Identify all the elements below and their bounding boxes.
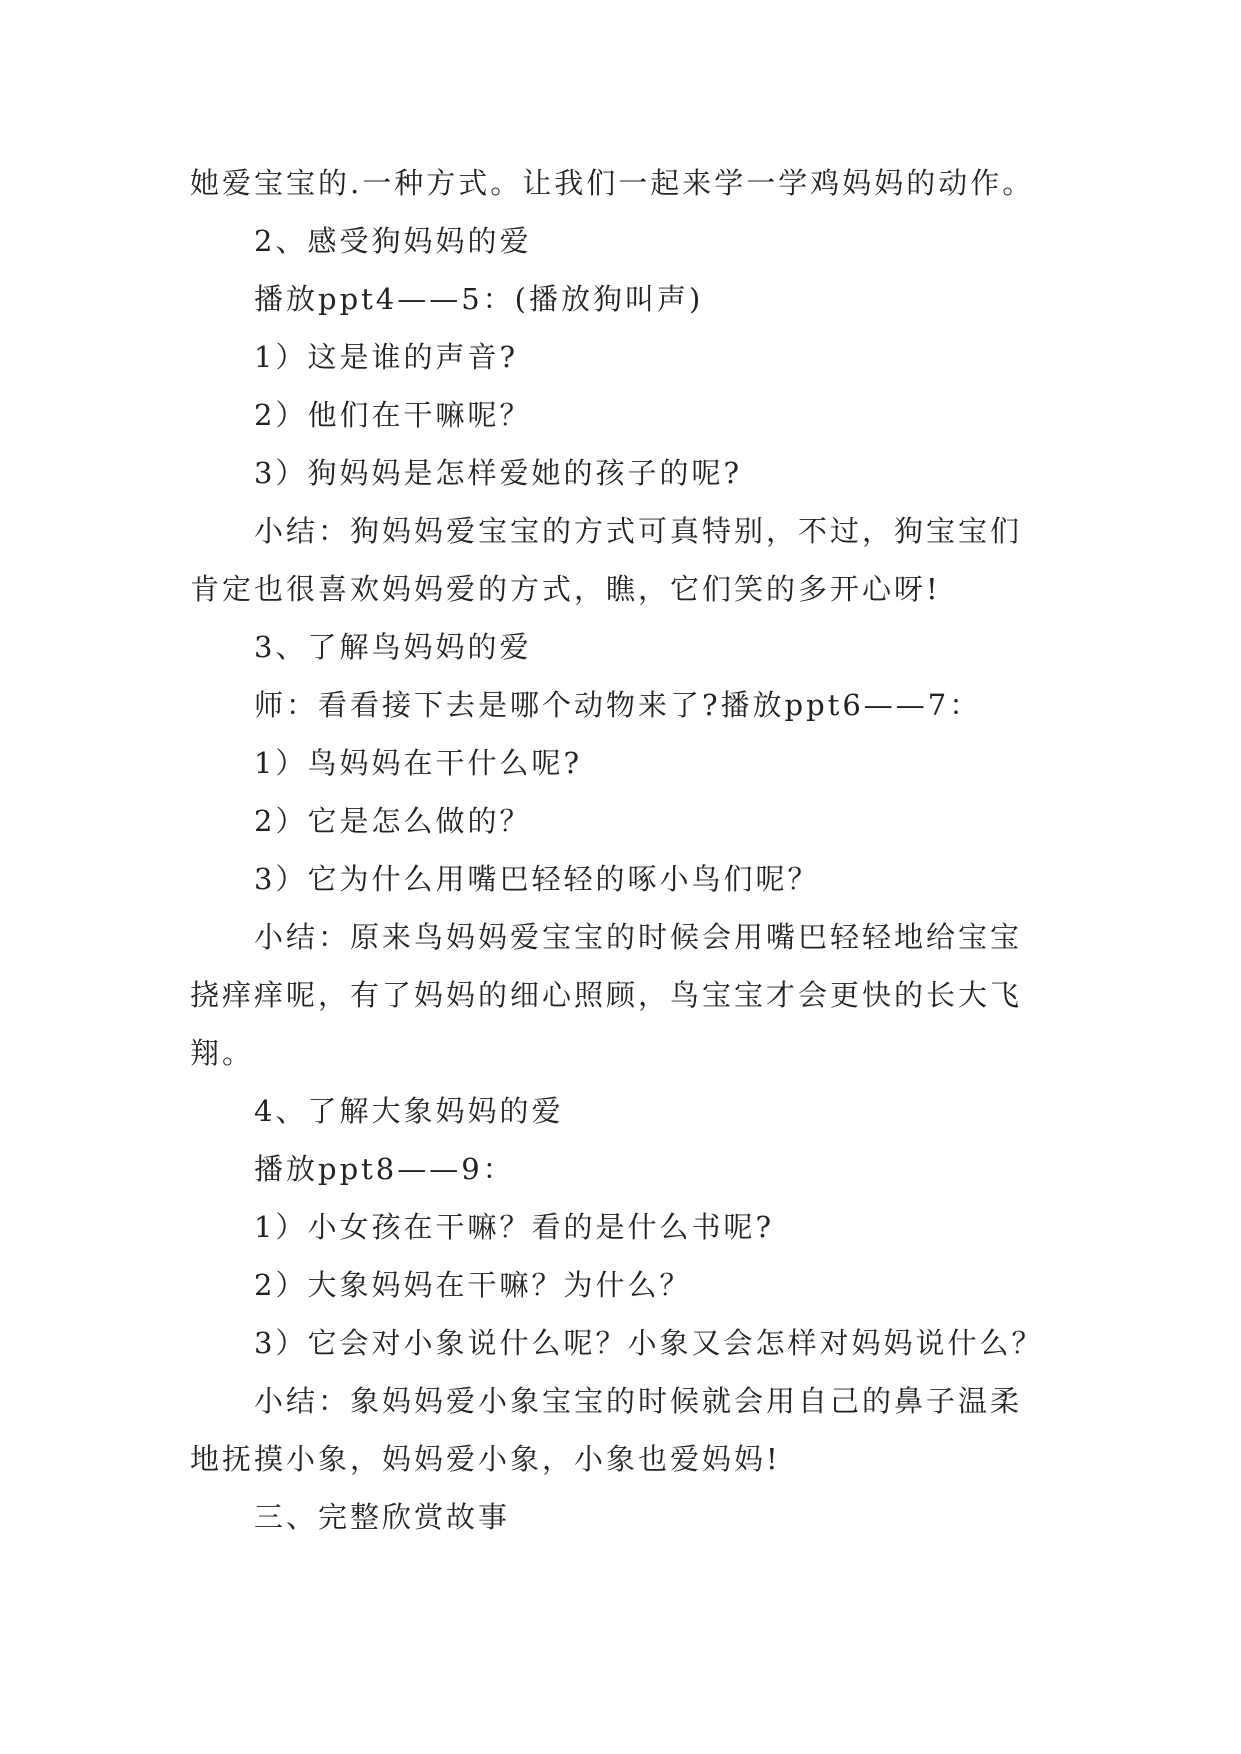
question-item: 2）它是怎么做的？: [254, 804, 532, 838]
question-item: 3）它为什么用嘴巴轻轻的啄小鸟们呢？: [254, 862, 820, 896]
document-body: [190, 154, 1090, 1546]
question-item: 3）它会对小象说什么呢？小象又会怎样对妈妈说什么？: [254, 1326, 1044, 1360]
summary-line: 地抚摸小象，妈妈爱小象，小象也爱妈妈!: [190, 1442, 781, 1476]
section-heading: 三、完整欣赏故事: [254, 1500, 511, 1534]
paragraph-line: 师：看看接下去是哪个动物来了?播放ppt6——7：: [254, 688, 982, 722]
summary-line: 肯定也很喜欢妈妈爱的方式，瞧，它们笑的多开心呀!: [190, 572, 941, 606]
question-item: 3）狗妈妈是怎样爱她的孩子的呢?: [254, 456, 742, 490]
summary-line: 小结：象妈妈爱小象宝宝的时候就会用自己的鼻子温柔: [254, 1384, 1023, 1418]
question-item: 1）小女孩在干嘛？看的是什么书呢?: [254, 1210, 774, 1244]
section-heading: 4、了解大象妈妈的爱: [254, 1094, 564, 1128]
section-heading: 2、感受狗妈妈的爱: [254, 224, 532, 258]
question-item: 2）他们在干嘛呢？: [254, 398, 532, 432]
paragraph-line: 播放ppt8——9：: [254, 1152, 515, 1186]
question-item: 2）大象妈妈在干嘛？为什么？: [254, 1268, 692, 1302]
paragraph-line: 她爱宝宝的.一种方式。让我们一起来学一学鸡妈妈的动作。: [190, 166, 1035, 200]
section-heading: 3、了解鸟妈妈的爱: [254, 630, 532, 664]
question-item: 1）鸟妈妈在干什么呢?: [254, 746, 582, 780]
summary-line: 小结：狗妈妈爱宝宝的方式可真特别，不过，狗宝宝们: [254, 514, 1023, 548]
summary-line: 小结：原来鸟妈妈爱宝宝的时候会用嘴巴轻轻地给宝宝: [254, 920, 1023, 954]
summary-line: 翔。: [190, 1036, 255, 1070]
summary-line: 挠痒痒呢，有了妈妈的细心照顾，鸟宝宝才会更快的长大飞: [190, 978, 1023, 1012]
question-item: 1）这是谁的声音?: [254, 340, 518, 374]
paragraph-line: 播放ppt4——5：(播放狗叫声): [254, 282, 704, 316]
